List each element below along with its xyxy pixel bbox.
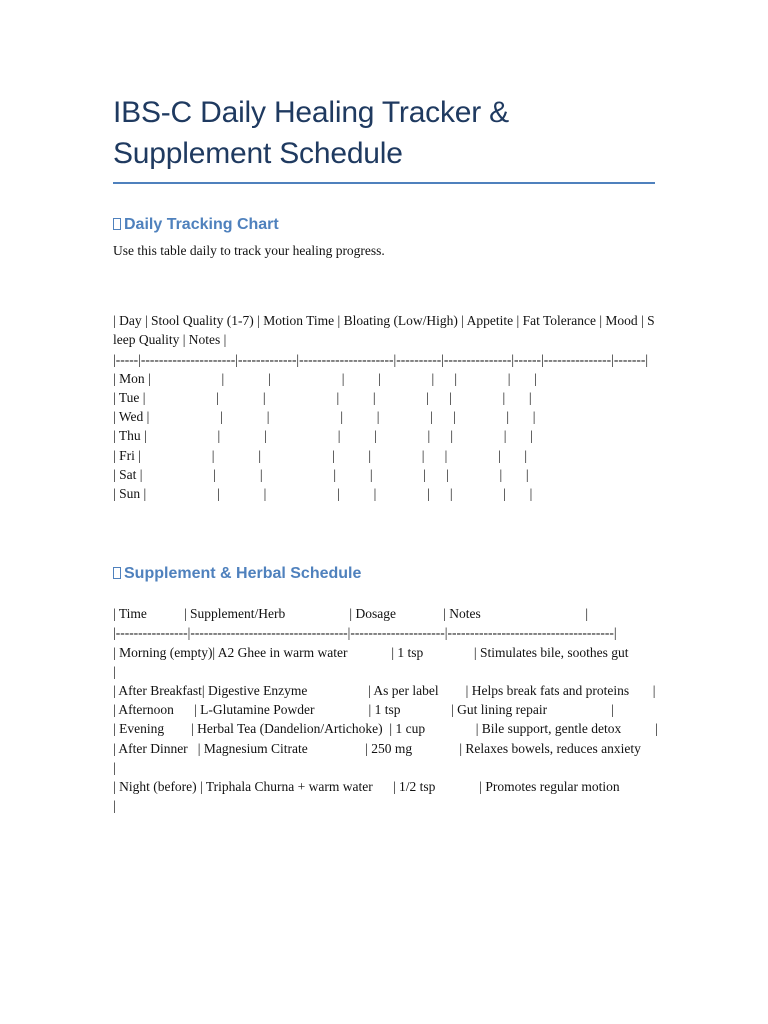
document-page — [113, 92, 664, 815]
table-row: | Thu | | | | | | | | | — [113, 428, 533, 444]
daily-tracking-intro: Use this table daily to track your healing progress. — [113, 243, 385, 258]
table-row: | Sat | | | | | | | | | — [113, 466, 529, 482]
table-row: | Tue | | | | | | | | | — [113, 390, 532, 406]
table-row: | Mon | | | | | | | | | — [113, 370, 537, 386]
table-row: | After Dinner | Magnesium Citrate | 250 mg | Relaxes bowels, reduces anxiety | — [113, 740, 658, 775]
table-row: | Afternoon | L-Glutamine Powder | 1 tsp | Gut lining repair | — [113, 702, 614, 718]
table-row: | Night (before) | Triphala Churna + warm water | 1/2 tsp | Promotes regular motion | — [113, 779, 664, 814]
table-row: | Sun | | | | | | | | | — [113, 486, 533, 502]
table-row: | Day | Stool Quality (1-7) | Motion Time | Bloating (Low/High) | Appetite | Fat Tolerance | Mood | Sleep Quality | Notes | — [113, 313, 655, 348]
table-row: |----------------|-----------------------------------|---------------------|-------------------------------------| — [113, 625, 617, 641]
table-row: | After Breakfast| Digestive Enzyme | As per label | Helps break fats and proteins | — [113, 683, 656, 699]
daily-tracking-table — [113, 311, 658, 503]
document-title: IBS-C Daily Healing Tracker & Supplement Schedule — [113, 96, 509, 170]
title-divider — [113, 182, 655, 184]
table-row: | Fri | | | | | | | | | — [113, 447, 528, 463]
table-row: | Evening | Herbal Tea (Dandelion/Artichoke) | 1 cup | Bile support, gentle detox | — [113, 721, 658, 737]
supplement-schedule-heading — [113, 564, 658, 584]
daily-tracking-heading — [113, 215, 658, 235]
missing-glyph-icon — [113, 567, 121, 579]
supplement-schedule-table — [113, 604, 664, 815]
table-row: | Time | Supplement/Herb | Dosage | Notes | — [113, 606, 589, 622]
table-row: |-----|---------------------|-------------|---------------------|----------|---------------|------|---------------|-------| — [113, 351, 649, 367]
supplement-schedule-heading-text: Supplement & Herbal Schedule — [124, 565, 362, 583]
table-row: | Morning (empty)| A2 Ghee in warm water | 1 tsp | Stimulates bile, soothes gut | — [113, 644, 656, 679]
daily-tracking-heading-text: Daily Tracking Chart — [124, 216, 279, 233]
table-row: | Wed | | | | | | | | | — [113, 409, 536, 425]
missing-glyph-icon — [113, 218, 121, 230]
